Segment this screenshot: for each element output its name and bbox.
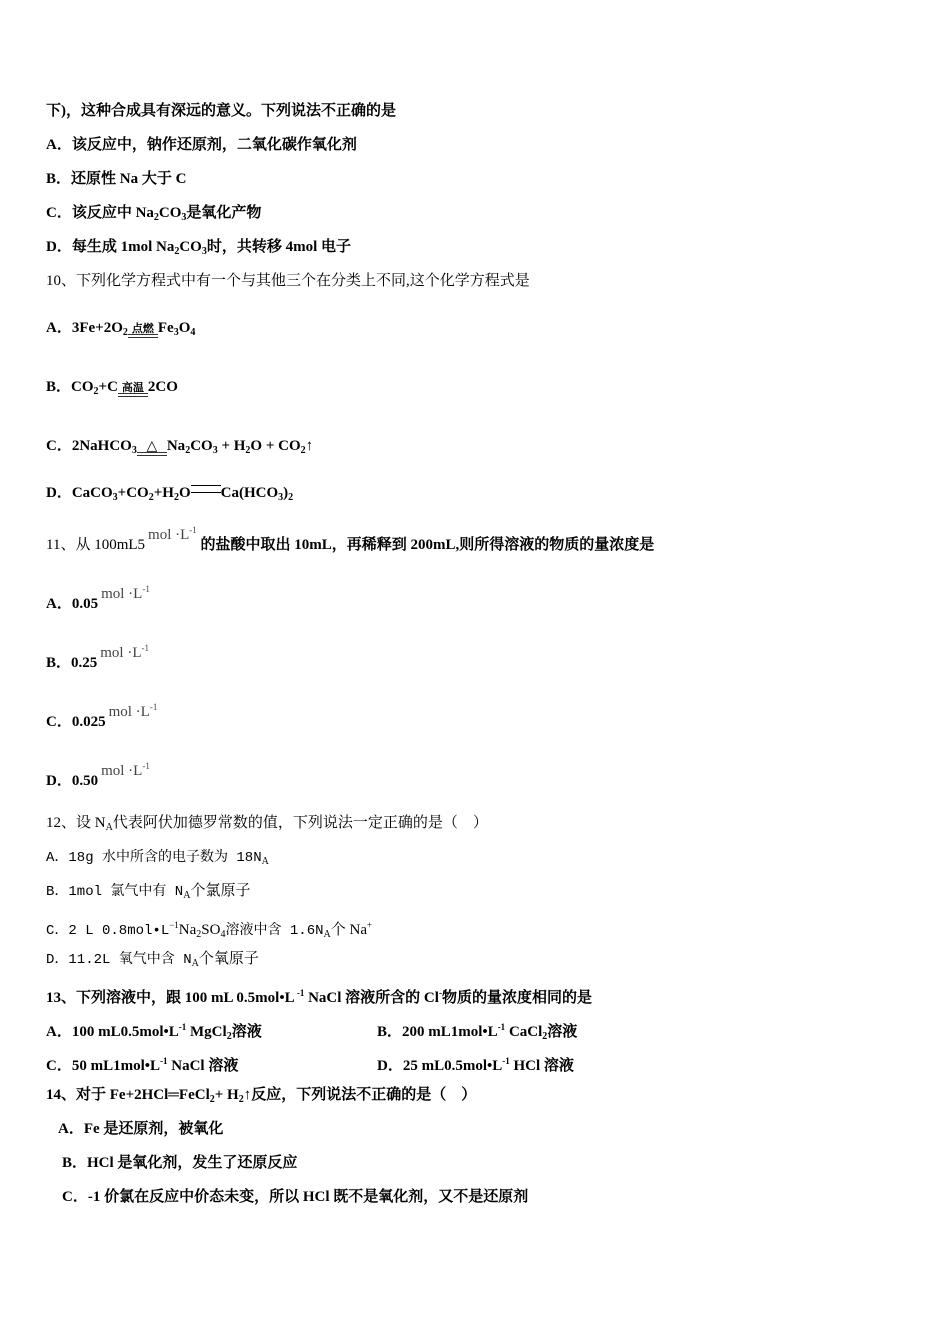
q9-option-b: B．还原性 Na 大于 C — [46, 171, 187, 187]
q9-option-d: D．每生成 1mol $Na_2CO_3$时，共转移 4mol 电子 — [46, 239, 351, 257]
q14-option-b: B．HCl 是氧化剂，发生了还原反应 — [62, 1155, 298, 1171]
q11-option-a: A．$0.05mol \cdot L^{-1}$ — [46, 584, 150, 612]
q9-option-c: C．该反应中 $Na_2CO_3$是氧化产物 — [46, 205, 262, 223]
unit-mol-per-liter: mol $\cdot L^{-1}$ — [101, 584, 150, 602]
q12-option-b: B．1mol 氯气中有 $N_A$个氯原子 — [46, 883, 251, 901]
q14-option-a: A．Fe 是还原剂，被氧化 — [58, 1121, 224, 1137]
q10-option-d: D．$CaCO_3+CO_2+H_2O$ $Ca(HCO_3)_2$ — [46, 485, 294, 503]
q12-stem: 12、设 $N_A$代表阿伏加德罗常数的值，下列说法一定正确的是（ ） — [46, 815, 488, 833]
q10-option-a: A．$3Fe+2O_2$ 点燃 $Fe_3O_4$ — [46, 318, 195, 343]
q13-option-d: D．25 $mL0.5mol•L^{-1}$ HCl 溶液 — [377, 1056, 574, 1074]
unit-mol-per-liter: mol $\cdot L^{-1}$ — [100, 643, 150, 661]
reaction-condition: 高温 — [118, 382, 148, 402]
q14-option-c: C．-1 价氯在反应中价态未变，所以 HCl 既不是氧化剂，又不是还原剂 — [62, 1189, 529, 1205]
q9-option-a: A．该反应中，钠作还原剂，二氧化碳作氧化剂 — [46, 137, 357, 153]
reaction-condition: △ — [137, 441, 167, 461]
q10-option-c: C．2NaHCO$_3$ △ $Na_2CO_3 + H_2O$ + $CO_2↑$ — [46, 436, 313, 461]
q11-option-c: C．$0.025mol \cdot L^{-1}$ — [46, 702, 158, 730]
q10-option-b: B．$CO_2+C$ 高温 2CO — [46, 377, 178, 402]
unit-mol-per-liter: mol $\cdot L^{-1}$ — [148, 525, 197, 543]
q13-option-a: A．100 $mL0.5mol•L^{-1}$ MgCl$_2$溶液 — [46, 1022, 262, 1042]
q14-stem: 14、对于 Fe+2HCl═FeCl$_2$+ $H_2↑$反应，下列说法不正确的是（ ） — [46, 1087, 477, 1105]
q12-option-d: D．11.2L 氧气中含 $N_A$个氧原子 — [46, 951, 259, 969]
q11-option-d: D．$0.50mol \cdot L^{-1}$ — [46, 761, 150, 789]
q10-stem: 10、下列化学方程式中有一个与其他三个在分类上不同,这个化学方程式是 — [46, 273, 530, 289]
q9-stem-continuation: 下)，这种合成具有深远的意义。下列说法不正确的是 — [46, 103, 396, 119]
reaction-condition: 点燃 — [128, 323, 158, 343]
q12-option-c: C．2 L $0.8mol•L^{-1}Na_2SO_4$溶液中含 $1.6N_A$个 Na+ — [46, 920, 373, 940]
equals-sign — [191, 485, 221, 493]
q12-option-a: A．18g 水中所含的电子数为 $18N_A$ — [46, 850, 269, 867]
unit-mol-per-liter: mol $\cdot L^{-1}$ — [101, 761, 150, 779]
q11-stem: 11、从 $100mL5mol \cdot L^{-1}$ 的盐酸中取出 10mL，再稀释到 200mL,则所得溶液的物质的量浓度是 — [46, 525, 655, 553]
unit-mol-per-liter: mol $\cdot L^{-1}$ — [108, 702, 158, 720]
q13-option-c: C．50 $mL1mol•L^{-1}$ NaCl 溶液 — [46, 1056, 239, 1074]
q13-stem: 13、下列溶液中，跟 100 mL 0.5mol•L $^{-1}$ NaCl 溶液所含的 Cl-物质的量浓度相同的是 — [46, 988, 592, 1006]
q13-option-b: B．200 $mL1mol•L^{-1}$ CaCl$_2$溶液 — [377, 1022, 578, 1042]
q11-option-b: B．$0.25mol \cdot L^{-1}$ — [46, 643, 150, 671]
